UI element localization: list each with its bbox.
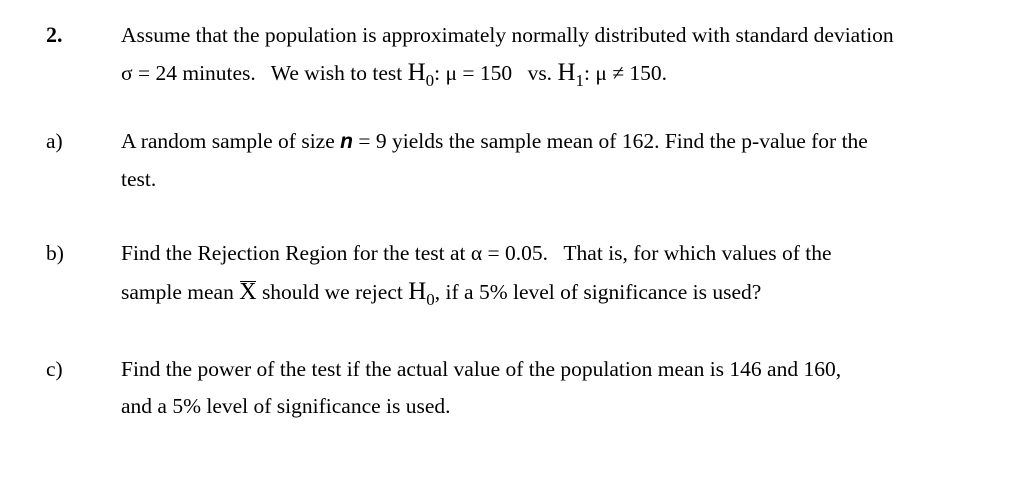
- part-c-line1: Find the power of the test if the actual value of the population mean is 146 and 160,: [121, 357, 842, 381]
- null-hypothesis-ref: $H_0$: [408, 278, 435, 309]
- part-b-label: b): [46, 241, 64, 265]
- sigma-equation: σ = 24 minutes.: [121, 61, 256, 85]
- alternative-hypothesis: $H_1$: μ ≠ 150.: [557, 59, 668, 90]
- null-hypothesis: $H_0$: μ = 150: [407, 59, 513, 90]
- part-c-line2: and a 5% level of significance is used.: [121, 394, 451, 418]
- part-b-line2: sample mean X should we reject $H_0$, if a 5% level of significance is used?: [121, 278, 762, 309]
- problem-intro-line1: Assume that the population is approximately normally distributed with standard deviation: [121, 23, 894, 47]
- test-text: We wish to test: [270, 61, 403, 85]
- part-c-label: c): [46, 357, 63, 381]
- vs-text: vs.: [527, 61, 553, 85]
- xbar-symbol: X: [239, 279, 257, 305]
- problem-intro-line2: [121, 59, 668, 90]
- n-symbol: n: [340, 130, 353, 153]
- part-a-line2: test.: [121, 167, 157, 191]
- part-a-line1: A random sample of size n = 9 yields the sample mean of 162. Find the p-value for the: [121, 129, 868, 153]
- part-a-label: a): [46, 129, 63, 153]
- alpha-equation: α = 0.05.: [470, 241, 549, 265]
- part-b-line1: Find the Rejection Region for the test at α = 0.05. That is, for which values of the: [121, 241, 832, 265]
- problem-number: 2.: [46, 22, 63, 47]
